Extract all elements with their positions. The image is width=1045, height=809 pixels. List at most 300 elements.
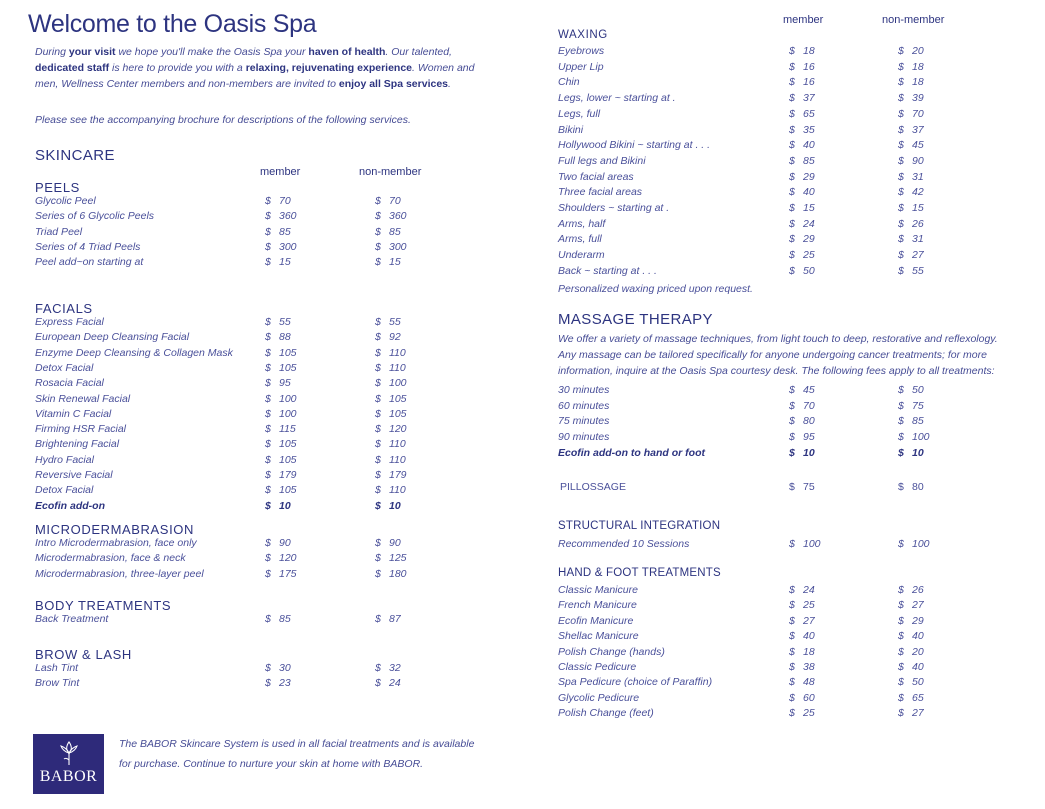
member-price-value: 30	[279, 662, 291, 674]
member-price	[789, 538, 821, 550]
price-row	[558, 415, 948, 431]
member-price-value: 60	[803, 691, 815, 704]
currency-sign: $	[789, 107, 795, 120]
service-name: Glycolic Peel	[35, 195, 96, 207]
currency-sign: $	[265, 499, 271, 512]
currency-sign: $	[898, 45, 904, 57]
member-price	[265, 423, 296, 435]
price-row	[558, 431, 948, 447]
currency-sign: $	[898, 233, 904, 246]
section-title-hand-foot: HAND & FOOT TREATMENTS	[558, 567, 721, 579]
nonmember-price-value: 105	[389, 392, 407, 405]
nonmember-price-value: 26	[912, 584, 924, 596]
member-price	[789, 384, 815, 396]
member-price-value: 120	[279, 552, 297, 565]
service-name: Microdermabrasion, three-layer peel	[35, 567, 204, 580]
currency-sign: $	[265, 407, 271, 420]
currency-sign: $	[898, 60, 904, 73]
service-name: Two facial areas	[558, 170, 634, 183]
service-name: Intro Microdermabrasion, face only	[35, 537, 197, 549]
nonmember-price-value: 50	[912, 676, 924, 689]
nonmember-price-value: 27	[912, 707, 924, 720]
member-price	[789, 202, 815, 214]
member-price	[265, 331, 291, 343]
member-price-value: 40	[803, 630, 815, 643]
service-name: 90 minutes	[558, 431, 610, 444]
member-price	[265, 195, 291, 207]
nonmember-price-value: 90	[912, 154, 924, 167]
member-price-value: 100	[803, 538, 821, 550]
nonmember-price-value: 105	[389, 407, 407, 420]
currency-sign: $	[789, 154, 795, 167]
nonmember-price	[898, 171, 924, 183]
service-name: 30 minutes	[558, 384, 610, 396]
member-price-value: 24	[803, 217, 815, 230]
currency-sign: $	[375, 677, 381, 690]
member-price-value: 70	[803, 399, 815, 412]
member-price	[265, 537, 291, 549]
member-price	[789, 45, 815, 57]
service-name: Hollywood Bikini ~ starting at . . .	[558, 139, 711, 152]
nonmember-price	[898, 61, 924, 73]
service-name: Ecofin add-on to hand or foot	[558, 446, 705, 459]
nonmember-price	[898, 661, 924, 673]
member-price	[265, 454, 297, 466]
currency-sign: $	[265, 240, 271, 253]
footer-note: The BABOR Skincare System is used in all facial treatments and is available for purchase. Continue to nurture your skin at home with BABOR.	[119, 738, 475, 770]
currency-sign: $	[265, 210, 271, 223]
price-row	[35, 662, 425, 678]
member-price-value: 23	[279, 677, 291, 690]
currency-sign: $	[898, 384, 904, 396]
currency-sign: $	[898, 264, 904, 277]
member-price	[789, 249, 815, 261]
service-name: Detox Facial	[35, 361, 94, 374]
nonmember-price-value: 110	[389, 346, 406, 359]
member-price-value: 85	[279, 613, 291, 625]
member-price	[265, 347, 297, 359]
member-price-value: 35	[803, 123, 815, 136]
service-name: Glycolic Pedicure	[558, 691, 640, 704]
currency-sign: $	[789, 202, 795, 214]
nonmember-price	[375, 408, 407, 420]
nonmember-price-value: 31	[912, 233, 924, 246]
service-name: Full legs and Bikini	[558, 154, 646, 167]
nonmember-price	[898, 92, 924, 104]
price-row	[35, 613, 425, 629]
intro-paragraph	[35, 44, 485, 92]
nonmember-price-value: 70	[912, 107, 924, 120]
nonmember-price-value: 360	[389, 210, 407, 223]
currency-sign: $	[375, 377, 381, 390]
member-price	[265, 241, 297, 253]
price-row	[558, 76, 948, 92]
member-price	[789, 615, 815, 627]
nonmember-price	[898, 108, 924, 120]
member-price-value: 18	[803, 45, 815, 57]
currency-sign: $	[375, 567, 381, 580]
intro-run: enjoy all Spa services	[338, 78, 449, 90]
nonmember-price-value: 120	[389, 423, 407, 436]
nonmember-price	[898, 599, 924, 611]
currency-sign: $	[898, 691, 904, 704]
currency-sign: $	[898, 399, 904, 412]
section-title-brow: BROW & LASH	[35, 647, 132, 662]
nonmember-price	[375, 500, 401, 512]
price-row	[35, 537, 425, 553]
currency-sign: $	[265, 377, 271, 390]
service-name: Bikini	[558, 123, 584, 136]
currency-sign: $	[789, 60, 795, 73]
service-name: Back Treatment	[35, 613, 109, 625]
service-name: Brow Tint	[35, 677, 80, 690]
nonmember-price	[898, 45, 924, 57]
nonmember-price	[898, 692, 924, 704]
member-price	[789, 76, 815, 88]
member-price-value: 50	[803, 264, 815, 277]
member-price-value: 15	[279, 256, 291, 269]
member-price-value: 15	[803, 202, 815, 214]
currency-sign: $	[898, 217, 904, 230]
member-price-value: 18	[803, 645, 815, 658]
member-price	[789, 584, 815, 596]
member-price-value: 105	[279, 346, 297, 359]
service-name: Recommended 10 Sessions	[558, 538, 690, 550]
service-name: Arms, half	[558, 217, 606, 230]
member-price	[265, 210, 297, 222]
currency-sign: $	[789, 431, 795, 444]
member-price	[789, 661, 815, 673]
member-price	[265, 393, 297, 405]
nonmember-price-value: 85	[389, 225, 401, 238]
nonmember-price	[375, 210, 407, 222]
currency-sign: $	[375, 438, 381, 451]
intro-run: we hope you'll make the Oasis Spa your	[115, 46, 309, 58]
service-name: Triad Peel	[35, 225, 83, 238]
service-name: Legs, lower ~ starting at .	[558, 92, 676, 105]
currency-sign: $	[789, 415, 795, 428]
member-price	[265, 438, 297, 450]
price-row	[35, 256, 425, 272]
price-row	[558, 692, 948, 708]
member-price-value: 10	[279, 499, 291, 512]
currency-sign: $	[265, 256, 271, 269]
currency-sign: $	[375, 613, 381, 625]
service-name: Skin Renewal Facial	[35, 392, 131, 405]
price-row	[35, 469, 425, 485]
nonmember-price-value: 40	[912, 630, 924, 643]
currency-sign: $	[789, 691, 795, 704]
price-row	[558, 139, 948, 155]
currency-sign: $	[265, 484, 271, 497]
price-row	[558, 400, 948, 416]
currency-sign: $	[898, 538, 904, 550]
price-row	[35, 316, 425, 332]
currency-sign: $	[789, 233, 795, 246]
member-price	[265, 316, 291, 328]
nonmember-price-value: 10	[912, 446, 924, 459]
nonmember-price	[375, 316, 401, 328]
nonmember-price	[898, 538, 930, 550]
nonmember-price	[375, 537, 401, 549]
price-row	[558, 155, 948, 171]
member-price	[789, 233, 815, 245]
currency-sign: $	[789, 614, 795, 627]
nonmember-price-value: 15	[912, 202, 924, 214]
currency-sign: $	[265, 552, 271, 565]
nonmember-price	[375, 347, 406, 359]
member-price-value: 25	[803, 599, 815, 612]
service-name: Chin	[558, 76, 580, 89]
currency-sign: $	[265, 662, 271, 674]
currency-sign: $	[898, 154, 904, 167]
nonmember-price	[375, 331, 401, 343]
currency-sign: $	[789, 217, 795, 230]
currency-sign: $	[898, 645, 904, 658]
service-name: Microdermabrasion, face & neck	[35, 552, 186, 565]
nonmember-price-value: 65	[912, 691, 924, 704]
member-price-value: 38	[803, 661, 815, 673]
service-name: Arms, full	[558, 233, 602, 246]
service-name: Enzyme Deep Cleansing & Collagen Mask	[35, 346, 233, 359]
price-row	[558, 707, 948, 723]
member-price	[789, 415, 815, 427]
price-row	[35, 347, 425, 363]
section-title-structural: STRUCTURAL INTEGRATION	[558, 520, 721, 532]
nonmember-price	[375, 256, 401, 268]
member-price-value: 88	[279, 331, 291, 344]
price-row	[558, 599, 948, 615]
currency-sign: $	[375, 316, 381, 328]
member-price	[265, 408, 297, 420]
member-price	[789, 646, 815, 658]
nonmember-price-value: 31	[912, 170, 924, 183]
member-price-value: 29	[803, 233, 815, 246]
service-name: Back ~ starting at . . .	[558, 264, 657, 277]
nonmember-price-value: 110	[389, 361, 406, 374]
currency-sign: $	[789, 599, 795, 612]
service-name: 60 minutes	[558, 399, 610, 412]
currency-sign: $	[265, 469, 271, 481]
currency-sign: $	[265, 346, 271, 359]
currency-sign: $	[265, 361, 271, 374]
member-price-value: 25	[803, 707, 815, 720]
service-name: Reversive Facial	[35, 469, 113, 481]
nonmember-price	[375, 362, 406, 374]
nonmember-price	[375, 677, 401, 689]
service-name: Eyebrows	[558, 45, 605, 57]
nonmember-price-value: 75	[912, 399, 924, 412]
nonmember-price-value: 180	[389, 567, 407, 580]
service-name: 75 minutes	[558, 415, 610, 428]
price-row	[35, 438, 425, 454]
currency-sign: $	[789, 661, 795, 673]
currency-sign: $	[375, 469, 381, 481]
service-name: PILLOSSAGE	[560, 481, 626, 493]
price-row	[35, 568, 425, 584]
service-name: Hydro Facial	[35, 453, 94, 466]
member-price-value: 55	[279, 316, 291, 328]
member-price	[789, 400, 815, 412]
service-name: Series of 6 Glycolic Peels	[35, 210, 155, 223]
price-row	[558, 218, 948, 234]
nonmember-price	[375, 393, 407, 405]
nonmember-price-value: 26	[912, 217, 924, 230]
member-price-value: 29	[803, 170, 815, 183]
member-price-value: 175	[279, 567, 297, 580]
price-row	[35, 552, 425, 568]
member-price	[789, 155, 815, 167]
member-price	[789, 265, 815, 277]
currency-sign: $	[375, 331, 381, 344]
nonmember-price-value: 10	[389, 499, 401, 512]
logo-brand-text: BABOR	[39, 768, 98, 785]
member-price	[265, 362, 297, 374]
currency-sign: $	[898, 431, 904, 444]
price-row	[558, 538, 948, 554]
member-price-value: 300	[279, 240, 297, 253]
member-price	[265, 568, 297, 580]
currency-sign: $	[898, 202, 904, 214]
currency-sign: $	[265, 331, 271, 344]
service-name: Ecofin Manicure	[558, 614, 634, 627]
service-name: Upper Lip	[558, 60, 604, 73]
currency-sign: $	[375, 537, 381, 549]
service-name: Spa Pedicure (choice of Paraffin)	[558, 676, 713, 689]
nonmember-price	[375, 552, 407, 564]
service-name: Series of 4 Triad Peels	[35, 240, 141, 253]
nonmember-price	[898, 400, 924, 412]
member-price	[265, 613, 291, 625]
currency-sign: $	[898, 415, 904, 428]
price-row	[558, 124, 948, 140]
nonmember-price-value: 15	[389, 256, 401, 269]
member-price	[789, 171, 815, 183]
nonmember-price	[898, 139, 924, 151]
member-price-value: 70	[279, 195, 291, 207]
currency-sign: $	[898, 599, 904, 612]
nonmember-price-value: 45	[912, 139, 924, 152]
currency-sign: $	[375, 256, 381, 269]
currency-sign: $	[789, 45, 795, 57]
price-row	[558, 630, 948, 646]
section-title-peels: PEELS	[35, 180, 80, 195]
currency-sign: $	[265, 677, 271, 690]
nonmember-price	[375, 469, 407, 481]
currency-sign: $	[789, 538, 795, 550]
price-row	[558, 646, 948, 662]
nonmember-price	[375, 377, 407, 389]
currency-sign: $	[375, 195, 381, 207]
nonmember-price	[375, 454, 406, 466]
nonmember-price	[375, 484, 406, 496]
price-row	[558, 584, 948, 600]
currency-sign: $	[789, 76, 795, 89]
nonmember-price-value: 179	[389, 469, 407, 481]
massage-description: We offer a variety of massage techniques, from light touch to deep, restorative and reflexology. Any massage can be tailored specifically for anyone undergoing cancer treatments; for more information, inquire at the Oasis Spa courtesy desk. The following fees apply to all treatments:	[558, 333, 998, 377]
currency-sign: $	[375, 423, 381, 436]
currency-sign: $	[265, 613, 271, 625]
nonmember-price-value: 27	[912, 599, 924, 612]
service-name: Underarm	[558, 249, 605, 262]
currency-sign: $	[898, 630, 904, 643]
member-price	[265, 256, 291, 268]
member-price-value: 16	[803, 60, 815, 73]
member-price	[789, 707, 815, 719]
nonmember-price	[898, 584, 924, 596]
currency-sign: $	[789, 399, 795, 412]
nonmember-price-value: 110	[389, 453, 406, 466]
waxing-note: Personalized waxing priced upon request.	[558, 283, 753, 295]
service-name: Three facial areas	[558, 186, 643, 199]
nonmember-price-value: 20	[912, 45, 924, 57]
price-row	[35, 195, 425, 211]
member-price	[789, 481, 815, 493]
service-name: Shellac Manicure	[558, 630, 639, 643]
member-price	[789, 124, 815, 136]
member-price-value: 16	[803, 76, 815, 89]
nonmember-price-value: 87	[389, 613, 401, 625]
member-price-value: 100	[279, 407, 297, 420]
price-row	[35, 484, 425, 500]
member-price	[789, 692, 815, 704]
price-row	[558, 615, 948, 631]
page-title: Welcome to the Oasis Spa	[28, 10, 317, 38]
member-price-value: 48	[803, 676, 815, 689]
currency-sign: $	[789, 249, 795, 262]
section-title-skincare: SKINCARE	[35, 147, 115, 164]
member-price-value: 105	[279, 361, 297, 374]
service-name: Peel add~on starting at	[35, 256, 144, 269]
currency-sign: $	[898, 249, 904, 262]
service-name: Vitamin C Facial	[35, 407, 112, 420]
nonmember-price-value: 27	[912, 249, 924, 262]
member-price	[265, 377, 291, 389]
member-price-value: 27	[803, 614, 815, 627]
section-title-body: BODY TREATMENTS	[35, 598, 172, 613]
price-row	[558, 108, 948, 124]
currency-sign: $	[898, 76, 904, 89]
nonmember-price	[375, 662, 401, 674]
currency-sign: $	[898, 446, 904, 459]
nonmember-price-value: 80	[912, 481, 924, 493]
currency-sign: $	[898, 614, 904, 627]
nonmember-price-value: 125	[389, 552, 407, 565]
nonmember-price	[898, 447, 924, 459]
currency-sign: $	[789, 186, 795, 199]
left-member-header: member	[260, 166, 301, 178]
nonmember-price-value: 20	[912, 645, 924, 658]
member-price	[789, 61, 815, 73]
nonmember-price-value: 100	[912, 538, 930, 550]
member-price	[789, 218, 815, 230]
nonmember-price	[898, 415, 924, 427]
nonmember-price	[898, 186, 924, 198]
member-price-value: 85	[803, 154, 815, 167]
member-price-value: 10	[803, 446, 815, 459]
brochure-note: Please see the accompanying brochure for descriptions of the following services.	[35, 114, 411, 126]
price-row	[558, 92, 948, 108]
intro-run: relaxing, rejuvenating experience	[245, 62, 413, 74]
price-row	[35, 377, 425, 393]
member-price	[265, 469, 297, 481]
price-row	[35, 454, 425, 470]
price-row	[558, 171, 948, 187]
member-price-value: 360	[279, 210, 297, 223]
service-name: Brightening Facial	[35, 438, 120, 451]
member-price	[265, 226, 291, 238]
price-row	[558, 45, 948, 61]
